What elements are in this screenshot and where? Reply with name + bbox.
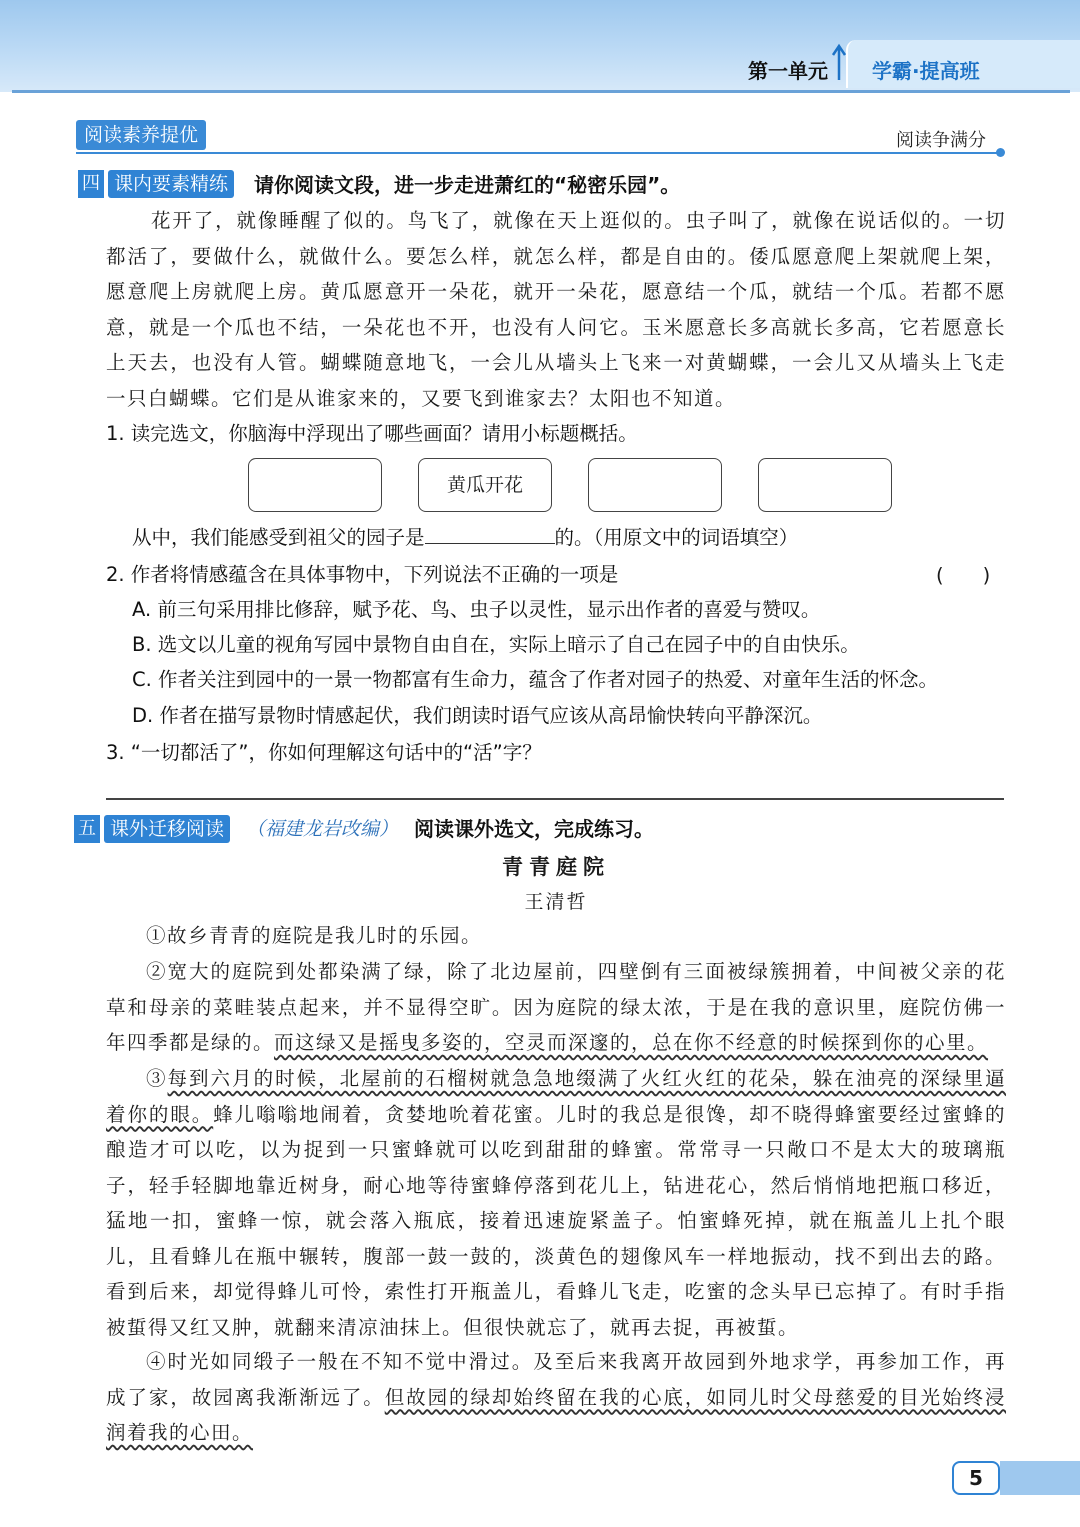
question-2: 2. 作者将情感蕴含在具体事物中，下列说法不正确的一项是 xyxy=(106,563,619,586)
story-author: 王清哲 xyxy=(524,891,588,913)
answer-box-3[interactable] xyxy=(588,458,722,512)
section-title: 阅读素养提优 xyxy=(76,120,206,150)
answer-line xyxy=(106,798,1004,800)
option-b: B. 选文以儿童的视角写园中景物自由自在，实际上暗示了自己在园子中的自由快乐。 xyxy=(132,633,860,656)
page-number: 5 xyxy=(952,1461,1000,1495)
paragraph-4-text: ④时光如同缎子一般在不知不觉中滑过。及至后来我离开故园到外地求学，再参加工作，再成了家，故园离我渐渐远了。 xyxy=(106,1350,1006,1409)
followup-suffix: 的。（用原文中的词语填空） xyxy=(554,526,799,549)
paragraph-3-text: 蜂儿嗡嗡地闹着，贪婪地吮着花蜜。儿时的我总是很馋，却不晓得蜂蜜要经过蜜蜂的酿造才可以吃，以为捉到一只蜜蜂就可以吃到甜甜的蜂蜜。常常寻一只敞口不是太大的玻璃瓶子，轻手轻脚地靠近树身，耐心地等待蜜蜂停落到花儿上，钻进花心，然后悄悄地把瓶口移近，猛地一扣，蜜蜂一惊，就会落入瓶底，接着迅速旋紧盖子。怕蜜蜂死掉，就在瓶盖儿上扎个眼儿，且看蜂儿在瓶中辗转，腹部一鼓一鼓的，淡黄色的翅像风车一样地振动，找不到出去的路。看到后来，却觉得蜂儿可怜，索性打开瓶盖儿，看蜂儿飞走，吃蜜的念头早已忘掉了。有时手指被蜇得又红又肿，就翻来清凉油抹上。但很快就忘了，就再去捉，再被蜇。 xyxy=(106,1102,1006,1339)
part4-number: 四 xyxy=(78,170,104,198)
part5-tag: 课外迁移阅读 xyxy=(104,815,230,843)
option-a: A. 前三句采用排比修辞，赋予花、鸟、虫子以灵性，显示出作者的喜爱与赞叹。 xyxy=(132,598,821,621)
answer-box-2[interactable]: 黄瓜开花 xyxy=(418,458,552,512)
paragraph-3 xyxy=(106,1061,1006,1345)
answer-paren[interactable]: ( ) xyxy=(936,564,991,587)
answer-box-4[interactable] xyxy=(758,458,892,512)
paragraph-3-underlined: 每到六月的时候，北屋前的石榴树就急急地缀满了火红火红的花朵，躲在油亮的深绿里逼着你的眼。 xyxy=(106,1067,1006,1126)
fill-blank[interactable] xyxy=(425,523,555,544)
brand-label: 学霸·提高班 xyxy=(872,59,980,83)
paragraph-4 xyxy=(106,1344,1006,1451)
paragraph-3-marker: ③ xyxy=(146,1067,168,1090)
part5-instruction: 阅读课外选文，完成练习。 xyxy=(414,817,654,841)
followup-prefix: 从中，我们能感受到祖父的园子是 xyxy=(132,526,425,549)
paragraph-2-text: ②宽大的庭院到处都染满了绿，除了北边屋前，四壁倒有三面被绿簇拥着，中间被父亲的花草和母亲的菜畦装点起来，并不显得空旷。因为庭院的绿太浓，于是在我的意识里，庭院仿佛一年四季都是绿的。 xyxy=(106,960,1006,1054)
option-d: D. 作者在描写景物时情感起伏，我们朗读时语气应该从高昂愉快转向平静深沉。 xyxy=(132,704,823,727)
answer-box-1[interactable] xyxy=(248,458,382,512)
header-divider xyxy=(12,90,1070,93)
question-1: 1. 读完选文，你脑海中浮现出了哪些画面？请用小标题概括。 xyxy=(106,422,638,445)
part4-instruction: 请你阅读文段，进一步走进萧红的“秘密乐园”。 xyxy=(254,173,681,197)
section-underline xyxy=(76,152,1004,154)
part5-number: 五 xyxy=(74,815,100,843)
section-right-label: 阅读争满分 xyxy=(896,130,986,151)
question-3: 3. “一切都活了”，你如何理解这句话中的“活”字？ xyxy=(106,741,542,764)
paragraph-2-underlined: 而这绿又是摇曳多姿的，空灵而深邃的，总在你不经意的时候探到你的心里。 xyxy=(274,1031,989,1054)
option-c: C. 作者关注到园中的一景一物都富有生命力，蕴含了作者对园子的热爱、对童年生活的怀念。 xyxy=(132,668,939,691)
section-underline-dot xyxy=(996,148,1005,157)
part5-source: （福建龙岩改编） xyxy=(246,818,399,840)
paragraph-2 xyxy=(106,954,1006,1061)
paragraph-1: ①故乡青青的庭院是我儿时的乐园。 xyxy=(146,924,483,947)
paragraph-4-underlined: 但故园的绿却始终留在我的心底，如同儿时父母慈爱的目光始终浸润着我的心田。 xyxy=(106,1385,1006,1444)
question-1-followup xyxy=(132,520,798,555)
unit-title: 第一单元 xyxy=(748,59,828,83)
part4-tag: 课内要素精练 xyxy=(108,170,234,198)
footer-band xyxy=(1000,1461,1080,1495)
story-title: 青青庭院 xyxy=(502,855,610,879)
part4-passage: 花开了，就像睡醒了似的。鸟飞了，就像在天上逛似的。虫子叫了，就像在说话似的。一切都活了，要做什么，就做什么。要怎么样，就怎么样，都是自由的。倭瓜愿意爬上架就爬上架，愿意爬上房就爬上房。黄瓜愿意开一朵花，就开一朵花，愿意结一个瓜，就结一个瓜。若都不愿意，就是一个瓜也不结，一朵花也不开，也没有人问它。玉米愿意长多高就长多高，它若愿意长上天去，也没有人管。蝴蝶随意地飞，一会儿从墙头上飞来一对黄蝴蝶，一会儿又从墙头上飞走一只白蝴蝶。它们是从谁家来的，又要飞到谁家去？太阳也不知道。 xyxy=(106,209,1006,410)
